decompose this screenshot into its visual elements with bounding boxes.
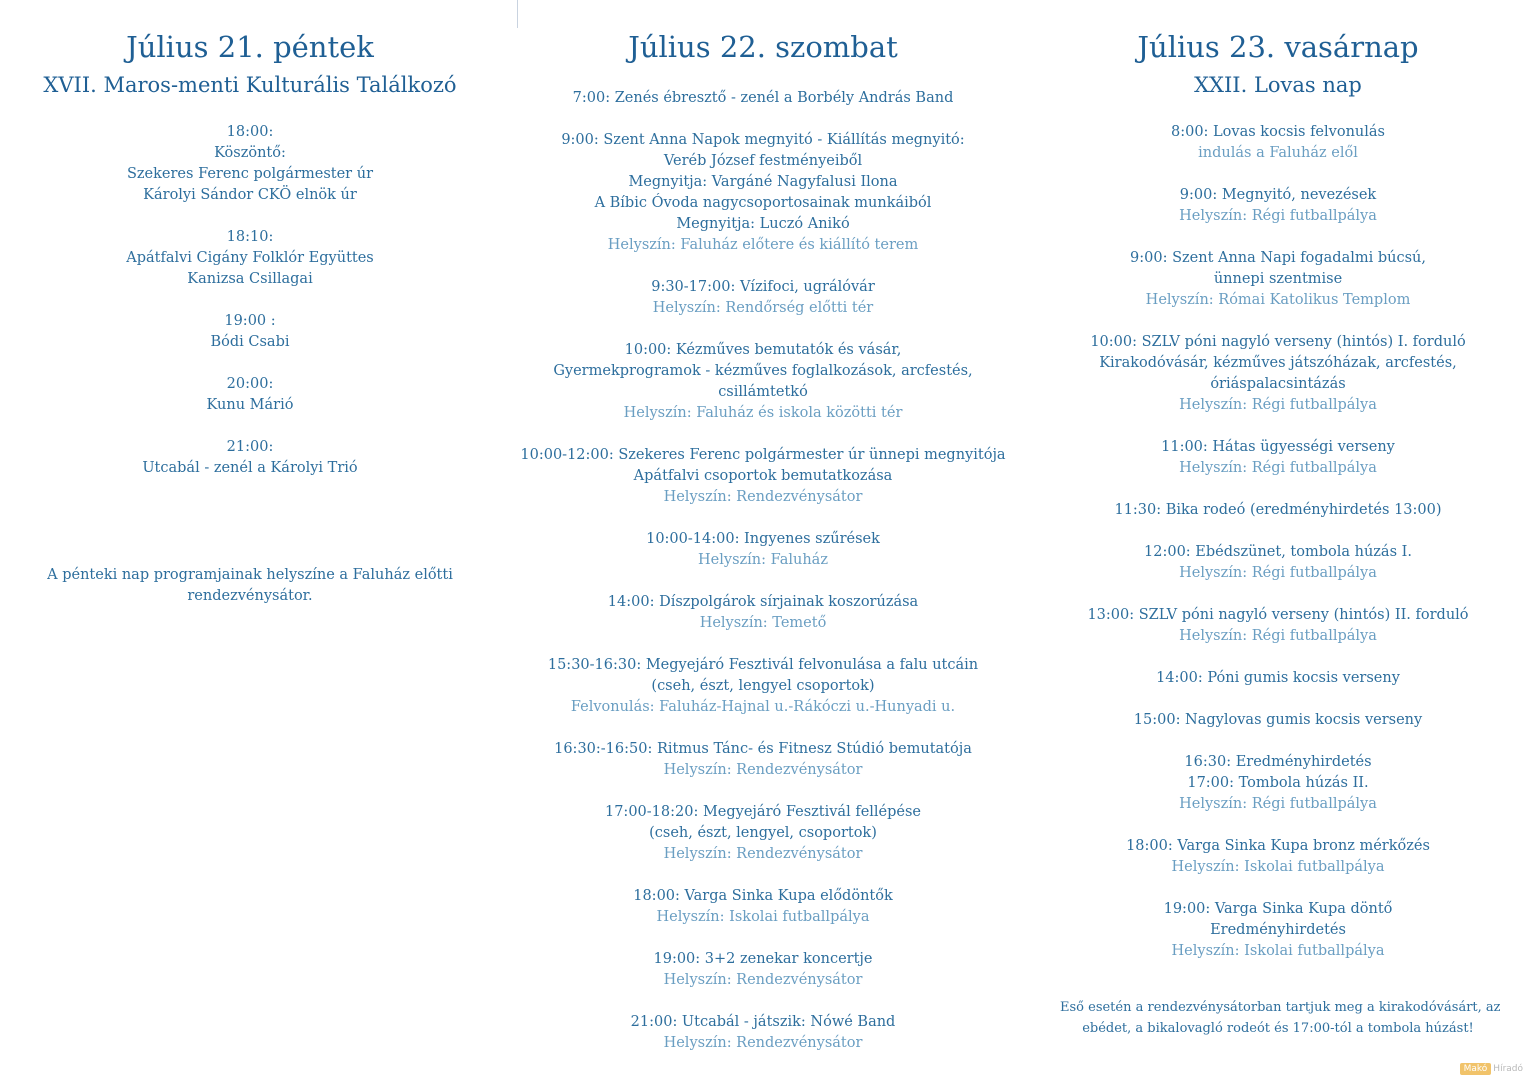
program-line: 8:00: Lovas kocsis felvonulás — [1171, 124, 1385, 140]
watermark-text: Híradó — [1493, 1064, 1523, 1074]
program-location: Felvonulás: Faluház-Hajnal u.-Rákóczi u.-Hunyadi u. — [570, 699, 956, 715]
friday-note-line: rendezvénysátor. — [187, 588, 313, 604]
program-line: 18:00: — [226, 124, 274, 140]
program-line: Apátfalvi csoportok bemutatkozása — [633, 468, 893, 484]
program-item — [1060, 248, 1496, 311]
sunday-note — [1060, 997, 1501, 1039]
program-line: óriáspalacsintázás — [1210, 376, 1346, 392]
program-line: 15:30-16:30: Megyejáró Fesztivál felvonulása a falu utcáin — [547, 657, 979, 673]
program-item — [1060, 899, 1496, 962]
program-location: Helyszín: Régi futballpálya — [1179, 628, 1377, 644]
program-line: 7:00: Zenés ébresztő - zenél a Borbély András Band — [572, 90, 954, 106]
program-location: Helyszín: Temető — [699, 615, 827, 631]
program-location: Helyszín: Rendezvénysátor — [663, 846, 863, 862]
program-line: Kanizsa Csillagai — [187, 271, 313, 287]
program-line: Kirakodóvásár, kézműves játszóházak, arcfestés, — [1099, 355, 1457, 371]
program-line: 10:00: Kézműves bemutatók és vásár, — [624, 342, 902, 358]
sunday-subtitle: XXII. Lovas nap — [1194, 73, 1362, 97]
program-line: 13:00: SZLV póni nagyló verseny (hintós) II. forduló — [1087, 607, 1469, 623]
program-item — [20, 311, 480, 353]
program-item — [520, 130, 1006, 256]
program-item — [1060, 668, 1496, 689]
program-line: (cseh, észt, lengyel, csoportok) — [649, 825, 877, 841]
program-location: Helyszín: Rendezvénysátor — [663, 762, 863, 778]
program-line: 10:00-14:00: Ingyenes szűrések — [646, 531, 880, 547]
saturday-title: Július 22. szombat — [628, 30, 898, 64]
program-location: Helyszín: Régi futballpálya — [1179, 397, 1377, 413]
program-line: 17:00-18:20: Megyejáró Fesztivál fellépése — [604, 804, 922, 820]
program-location: Helyszín: Régi futballpálya — [1179, 565, 1377, 581]
program-line: 18:10: — [226, 229, 274, 245]
program-line: 10:00-12:00: Szekeres Ferenc polgármester úr ünnepi megnyitója — [520, 447, 1006, 463]
sunday-events — [1060, 122, 1496, 983]
program-item — [20, 437, 480, 479]
program-location: Helyszín: Régi futballpálya — [1179, 460, 1377, 476]
program-item — [1060, 605, 1496, 647]
friday-subtitle: XVII. Maros-menti Kulturális Találkozó — [43, 73, 457, 97]
watermark-logo — [1460, 1062, 1523, 1076]
program-location: Helyszín: Iskolai futballpálya — [656, 909, 870, 925]
program-location: Helyszín: Iskolai futballpálya — [1171, 943, 1385, 959]
program-item — [1060, 437, 1496, 479]
program-line: Eredményhirdetés — [1210, 922, 1346, 938]
program-item — [20, 374, 480, 416]
program-line: 18:00: Varga Sinka Kupa elődöntők — [633, 888, 893, 904]
program-item — [520, 886, 1006, 928]
program-location: Helyszín: Iskolai futballpálya — [1171, 859, 1385, 875]
friday-note-line: A pénteki nap programjainak helyszíne a Faluház előtti — [47, 567, 453, 583]
program-item — [20, 122, 480, 206]
program-item — [520, 529, 1006, 571]
program-item — [520, 445, 1006, 508]
program-line: Veréb József festményeiből — [663, 153, 863, 169]
program-line: 18:00: Varga Sinka Kupa bronz mérkőzés — [1126, 838, 1430, 854]
program-location: Helyszín: Római Katolikus Templom — [1145, 292, 1411, 308]
program-item — [1060, 500, 1496, 521]
program-item — [1060, 710, 1496, 731]
program-line: 19:00: 3+2 zenekar koncertje — [653, 951, 873, 967]
program-line: Gyermekprogramok - kézműves foglalkozások, arcfestés, — [553, 363, 973, 379]
program-line: 9:00: Megnyitó, nevezések — [1179, 187, 1377, 203]
program-line: 9:00: Szent Anna Napi fogadalmi búcsú, — [1130, 250, 1426, 266]
program-line: Utcabál - zenél a Károlyi Trió — [142, 460, 358, 476]
friday-events — [20, 122, 480, 500]
program-line: Megnyitja: Vargáné Nagyfalusi Ilona — [628, 174, 898, 190]
program-line: 12:00: Ebédszünet, tombola húzás I. — [1144, 544, 1412, 560]
program-line: 10:00: SZLV póni nagyló verseny (hintós) I. forduló — [1090, 334, 1466, 350]
program-location: Helyszín: Régi futballpálya — [1179, 796, 1377, 812]
sunday-note-line: Eső esetén a rendezvénysátorban tartjuk meg a kirakodóvásárt, az — [1060, 1000, 1501, 1015]
program-line: 16:30: Eredményhirdetés — [1184, 754, 1372, 770]
program-line: (cseh, észt, lengyel csoportok) — [651, 678, 875, 694]
program-line: 9:00: Szent Anna Napok megnyitó - Kiállítás megnyitó: — [561, 132, 965, 148]
program-location: Helyszín: Rendezvénysátor — [663, 972, 863, 988]
program-line: 17:00: Tombola húzás II. — [1187, 775, 1369, 791]
program-line: 19:00 : — [224, 313, 276, 329]
program-item — [520, 655, 1006, 718]
program-line: Kunu Márió — [206, 397, 294, 413]
program-line: 14:00: Díszpolgárok sírjainak koszorúzása — [607, 594, 919, 610]
program-item — [520, 949, 1006, 991]
program-location: Helyszín: Rendezvénysátor — [663, 1035, 863, 1051]
program-location: Helyszín: Faluház — [698, 552, 828, 568]
program-item — [1060, 542, 1496, 584]
program-item — [1060, 836, 1496, 878]
program-line: 14:00: Póni gumis kocsis verseny — [1156, 670, 1400, 686]
program-line: Szekeres Ferenc polgármester úr — [126, 166, 373, 182]
program-line: Apátfalvi Cigány Folklór Együttes — [126, 250, 374, 266]
program-line: Bódi Csabi — [210, 334, 290, 350]
program-item — [1060, 752, 1496, 815]
program-location: indulás a Faluház elől — [1198, 145, 1358, 161]
program-item — [520, 1012, 1006, 1054]
program-line: 21:00: — [226, 439, 274, 455]
watermark-box: Makó — [1460, 1063, 1492, 1075]
friday-title: Július 21. péntek — [126, 30, 374, 64]
program-line: Károlyi Sándor CKÖ elnök úr — [143, 187, 357, 203]
program-line: 11:00: Hátas ügyességi verseny — [1161, 439, 1395, 455]
top-divider-line — [517, 0, 518, 28]
sunday-note-line: ebédet, a bikalovagló rodeót és 17:00-tól a tombola húzást! — [1082, 1021, 1474, 1036]
program-line: 11:30: Bika rodeó (eredményhirdetés 13:00) — [1114, 502, 1442, 518]
program-item — [520, 277, 1006, 319]
sunday-title: Július 23. vasárnap — [1137, 30, 1419, 64]
program-location: Helyszín: Faluház előtere és kiállító terem — [607, 237, 919, 253]
program-item — [520, 739, 1006, 781]
program-line: ünnepi szentmise — [1213, 271, 1343, 287]
program-line: A Bíbic Óvoda nagycsoportosainak munkáiból — [594, 195, 932, 211]
program-line: 15:00: Nagylovas gumis kocsis verseny — [1133, 712, 1423, 728]
program-line: 16:30:-16:50: Ritmus Tánc- és Fitnesz Stúdió bemutatója — [554, 741, 972, 757]
program-item — [520, 340, 1006, 424]
program-line: Köszöntő: — [214, 145, 286, 161]
program-line: 19:00: Varga Sinka Kupa döntő — [1163, 901, 1393, 917]
program-line: 9:30-17:00: Vízifoci, ugrálóvár — [651, 279, 875, 295]
program-item — [520, 802, 1006, 865]
program-item — [1060, 122, 1496, 164]
saturday-events — [520, 88, 1006, 1075]
program-line: 20:00: — [226, 376, 274, 392]
program-line: 21:00: Utcabál - játszik: Nówé Band — [630, 1014, 896, 1030]
program-line: Megnyitja: Luczó Anikó — [676, 216, 850, 232]
program-location: Helyszín: Régi futballpálya — [1179, 208, 1377, 224]
program-item — [520, 88, 1006, 109]
program-item — [1060, 332, 1496, 416]
program-line: csillámtetkó — [718, 384, 808, 400]
friday-note — [20, 565, 480, 607]
program-item — [1060, 185, 1496, 227]
program-location: Helyszín: Rendőrség előtti tér — [652, 300, 874, 316]
program-location: Helyszín: Rendezvénysátor — [663, 489, 863, 505]
program-location: Helyszín: Faluház és iskola közötti tér — [623, 405, 903, 421]
program-item — [520, 592, 1006, 634]
program-item — [20, 227, 480, 290]
